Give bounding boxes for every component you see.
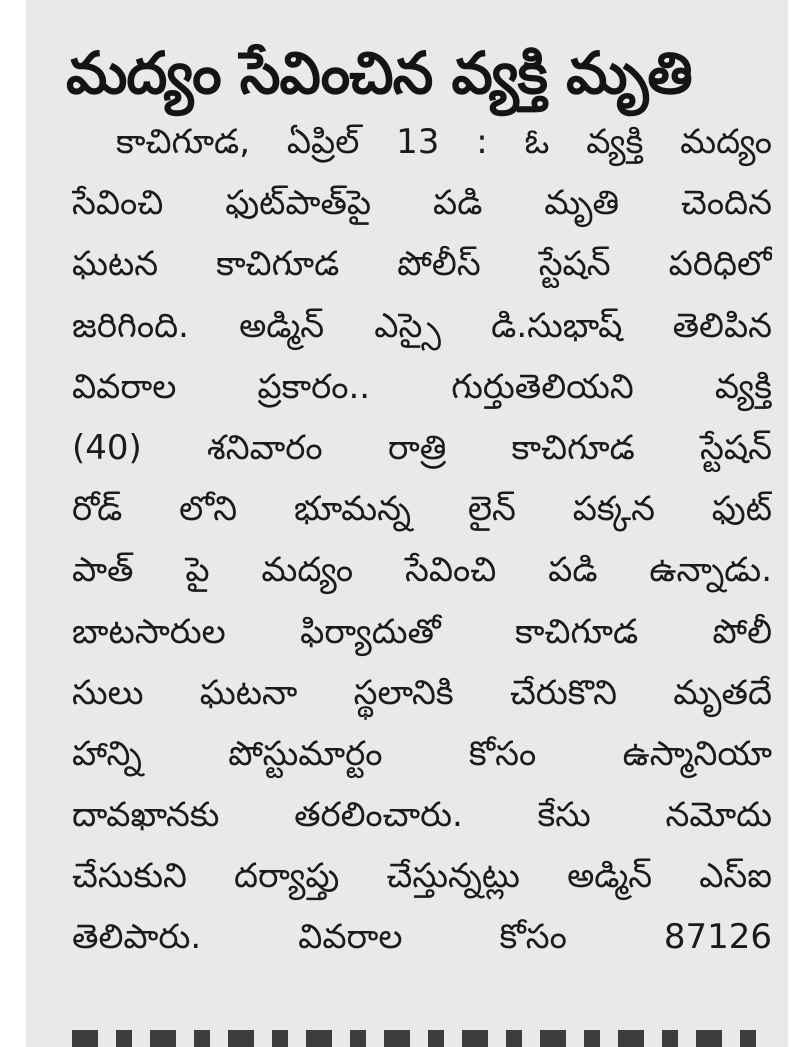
article-line: తెలిపారు. వివరాల కోసం 87126 bbox=[72, 917, 772, 958]
cropped-text-line bbox=[72, 1030, 762, 1047]
newspaper-clipping bbox=[26, 0, 788, 1047]
article-line: రోడ్ లోని భూమన్న లైన్ పక్కన ఫుట్ bbox=[72, 489, 772, 530]
article-line: చేసుకుని దర్యాప్తు చేస్తున్నట్లు అడ్మిన్ ఎస్ఐ bbox=[72, 856, 772, 897]
article-headline: మద్యం సేవించిన వ్యక్తి మృతి bbox=[66, 39, 692, 107]
article-line: పాత్ పై మద్యం సేవించి పడి ఉన్నాడు. bbox=[72, 550, 772, 591]
article-line: సేవించి ఫుట్‌పాత్‌పై పడి మృతి చెందిన bbox=[72, 183, 772, 224]
article-line: బాటసారుల ఫిర్యాదుతో కాచిగూడ పోలీ bbox=[72, 611, 772, 652]
article-line: ఘటన కాచిగూడ పోలీస్ స్టేషన్ పరిధిలో bbox=[72, 244, 772, 285]
article-line: వివరాల ప్రకారం.. గుర్తుతెలియని వ్యక్తి bbox=[72, 366, 772, 407]
article-line: జరిగింది. అడ్మిన్ ఎస్సై డి.సుభాష్ తెలిపిన bbox=[72, 305, 772, 346]
article-line: సులు ఘటనా స్థలానికి చేరుకొని మృతదే bbox=[72, 672, 772, 713]
article-line: హాన్ని పోస్టుమార్టం కోసం ఉస్మానియా bbox=[72, 733, 772, 774]
article-line: కాచిగూడ, ఏప్రిల్ 13 : ఓ వ్యక్తి మద్యం bbox=[116, 122, 772, 162]
article-line: దావఖానకు తరలించారు. కేసు నమోదు bbox=[72, 795, 772, 836]
article-body bbox=[72, 112, 772, 969]
article-line: (40) శనివారం రాత్రి కాచిగూడ స్టేషన్ bbox=[72, 427, 772, 468]
